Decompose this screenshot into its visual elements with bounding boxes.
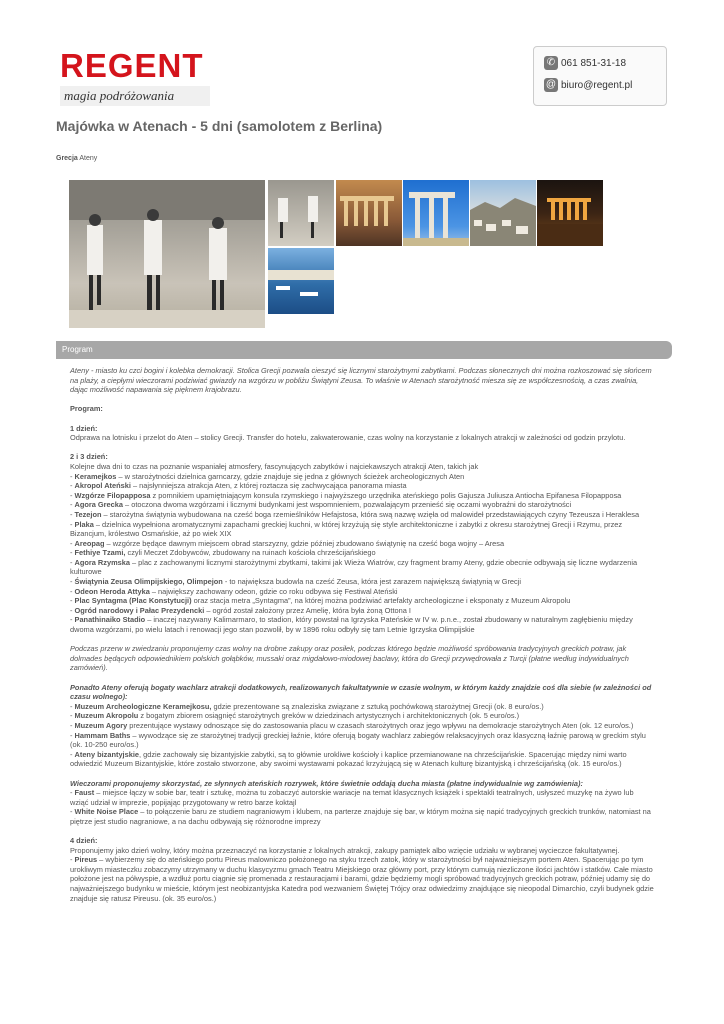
list-item-name: Hammam Baths <box>74 730 131 740</box>
list-item: - White Noise Place – to połączenie baru ze studiem nagraniowym i klubem, na parterze znajduje się bar, w którym można się napić tradycyjnych greckich trunków, natomiast na piętrze jest studio nagraniowe, a na dachu odbywają się różnorodne imprezy <box>70 807 651 826</box>
logo-brand: REGENT <box>60 47 204 84</box>
day4-heading: 4 dzień: <box>70 836 98 846</box>
regent-logo[interactable] <box>60 47 212 108</box>
list-item-name: Odeon Heroda Attyka <box>74 586 150 596</box>
list-item: - Keramejkos – w starożytności dzielnica garncarzy, gdzie znajduje się jedna z głównych ścieżek archeologicznych Aten <box>70 471 465 481</box>
list-item-desc: – otoczona dwoma wzgórzami i licznymi budynkami jest wspomnieniem, pozwalającym przenieść się oczami wyobraźni do starożytności <box>123 500 572 510</box>
thumb-acropolis-image <box>336 180 402 246</box>
list-item: - Tezejon – starożytna świątynia wybudowana na cześć boga rzemieślników Hefajstosa, która swą nazwę wzięła od malowideł przedstawiających czyny Tezeusza i Heraklesa <box>70 509 640 519</box>
thumb-night-image <box>537 180 603 246</box>
list-item: - Agora Rzymska – plac z zachowanymi licznymi starożytnymi zbytkami, takimi jak Wieża Wiatrów, czy fragment bramy Ateny, gdzie obecnie odbywają się liczne wydarzenia kulturowe <box>70 557 638 577</box>
list-item: - Świątynia Zeusa Olimpijskiego, Olimpejon - to największa budowla na cześć Zeusa, która jest zarazem największą świątynią w Grecji <box>70 577 521 587</box>
list-item-desc: – to połączenie baru ze studiem nagraniowym i klubem, na parterze znajduje się bar, w którym można się napić tradycyjnych greckich trunków, natomiast na piętrze jest studio nagraniowe, a na dachu odbywają się różnorodne imprezy <box>70 807 651 826</box>
day23-text: Kolejne dwa dni to czas na poznanie wspaniałej atmosfery, fascynujących zabytków i najciekawszych atrakcji Aten, takich jak <box>70 461 479 471</box>
list-item: - Plaka – dzielnica wypełniona aromatycznymi zapachami greckiej kuchni, w której krzyżują się style architektoniczne i zabytki z okresu starożytnej Grecji i Rzymu, przez Bizancjum, królestwo Osmańskie, aż po wiek XIX <box>70 519 623 539</box>
list-item-desc: z bogatym zbiorem osiągnięć starożytnych greków w dziedzinach artystycznych i architektonicznych (ok. 5 euro/os.) <box>138 711 520 721</box>
list-item: - Faust – miejsce łączy w sobie bar, teatr i sztukę, można tu zobaczyć autorskie wariacje na temat klasycznych książek i spektakli teatralnych, usłyszeć muzykę na żywo lub wziąć udział w imprezie, popijając przygotowany w retro barze koktajl <box>70 788 634 807</box>
list-item-desc: – w starożytności dzielnica garncarzy, gdzie znajduje się jedna z głównych ścieżek archeologicznych Aten <box>116 471 465 481</box>
thumb-harbor[interactable] <box>268 248 334 314</box>
list-item-name: Muzeum Agory <box>74 720 128 730</box>
list-item-name: Wzgórze Filopapposa <box>74 490 151 500</box>
optional-attractions-list <box>70 702 654 769</box>
thumb-acropolis-night[interactable] <box>537 180 603 246</box>
list-item-name: Ogród narodowy i Pałac Prezydencki <box>74 605 205 615</box>
list-item-desc: – dzielnica wypełniona aromatycznymi zapachami greckiej kuchni, w której krzyżują się style architektoniczne i zabytki z okresu starożytnej Grecji i Rzymu, przez Bizancjum, królestwo Osmańskie, aż po wiek XIX <box>70 519 623 539</box>
email-address: biuro@regent.pl <box>561 79 633 91</box>
thumb-temple-image <box>403 180 469 246</box>
list-item-name: Muzeum Akropolu <box>74 711 139 721</box>
thumb-temple-sky[interactable] <box>403 180 469 246</box>
list-item-desc: – plac z zachowanymi licznymi starożytnymi zbytkami, takimi jak Wieża Wiatrów, czy fragment bramy Ateny, gdzie obecnie odbywają się liczne wydarzenia kulturowe <box>70 557 638 577</box>
email-row[interactable] <box>544 77 632 93</box>
evening-heading: Wieczorami proponujemy skorzystać, ze słynnych ateńskich rozrywek, które świetnie oddają ducha miasta (płatne indywidualnie wg zamówienia): <box>70 778 583 788</box>
list-item-desc: gdzie prezentowane są znaleziska związane z sztuką pochówkową starożytnej Grecji (ok. 8 euro/os.) <box>211 701 544 711</box>
list-item: - Muzeum Archeologiczne Keramejkosu, gdzie prezentowane są znaleziska związane z sztuką pochówkową starożytnej Grecji (ok. 8 euro/os.) <box>70 701 544 711</box>
day23-heading: 2 i 3 dzień: <box>70 452 108 462</box>
thumb-city-image <box>470 180 536 246</box>
thumb-evzones-image <box>268 180 334 246</box>
program-content <box>70 366 654 903</box>
breadcrumb <box>56 155 97 162</box>
list-item-name: White Noise Place <box>74 807 139 817</box>
list-item-desc: – najsłynniejsza atrakcja Aten, z której roztacza się zachwycająca panorama miasta <box>130 481 407 491</box>
list-item-name: Areopag <box>74 538 105 548</box>
day1-heading: 1 dzień: <box>70 423 98 433</box>
list-item: - Wzgórze Filopapposa z pomnikiem upamiętniającym konsula rzymskiego i najwyższego urzędnika ateńskiego polis Gajusza Juliusza Antiocha Epifanesa Filopapposa <box>70 490 622 500</box>
optional-heading: Ponadto Ateny oferują bogaty wachlarz atrakcji dodatkowych, realizowanych fakultatywnie w czasie wolnym, w którym każdy znajdzie coś dla siebie (w zależności od czasu wolnego): <box>70 682 652 702</box>
program-heading: Program: <box>70 404 103 414</box>
list-item: - Panathinaiko Stadio – inaczej nazywany Kalimarmaro, to stadion, który powstał na Igrzyska Pateńskie w IV w. p.n.e., został zbudowany w naturalnym zagłębieniu między dwoma wzgórzami, po wielu latach i renowacji jego stan pozwolił, by w 1896 roku odbyły się tam Letnie Igrzyska Olimpijskie <box>70 615 633 635</box>
list-item-desc: – największy zachowany odeon, gdzie co roku odbywa się Festiwal Ateński <box>149 586 398 596</box>
list-item-desc: – ogród został założony przez Amelię, która była żoną Ottona I <box>204 605 411 615</box>
list-item-desc: – wywodzące się ze starożytnej tradycji greckiej łaźnie, które oferują bogaty wachlarz zabiegów relaksacyjnych oraz klasyczną łaźnię parową w greckim stylu (ok. 10-250 euro/os.) <box>70 730 646 750</box>
phone-row[interactable] <box>544 55 626 71</box>
thumb-evzones[interactable] <box>268 180 334 246</box>
list-item: - Ateny bizantyjskie, gdzie zachowały się bizantyjskie zabytki, są to głównie urokliwe kościoły i kaplice przemianowane na chrześcijańskie. Spacerując między nimi warto odwiedzić Muzeum Bizantyjskie, które zostało stworzone, aby swoimi wystawami pokazać krzyżującą się w Atenach kulturę bizantyjską i chrześcijańską (ok. 15 euro/os.) <box>70 749 627 769</box>
list-item-name: Pireus <box>74 855 98 865</box>
list-item-name: Agora Grecka <box>74 500 123 510</box>
list-item: - Odeon Heroda Attyka – największy zachowany odeon, gdzie co roku odbywa się Festiwal Ateński <box>70 586 398 596</box>
list-item-desc: – wybierzemy się do ateńskiego portu Pireus malowniczo położonego na styku trzech zatok, który w starożytności był najważniejszym portem Aten. Spacerując po tym urokliwym miasteczku zobaczymy utrzymany w duchu klasycyzmu gmach Teatru Miejskiego oraz główny port, przy którym cumują niezliczone ilości jachtów i statków. Całe miasto położone jest na półwyspie, a wzdłuż portu ciągnie się promenada z restauracjami i barami, gdzie będziemy mogli spróbować tradycyjnych greckich potraw, później udamy się do najważniejszego budynku w mieście, którym jest neobizantyjska Katedra pod wezwaniem Świętej Trójcy oraz odwiedzimy znajdujące się nieopodal Dimarchio, czyli budynek gdzie znajduje się ratusz Pireusu. (ok. 35 euro/os.) <box>70 855 654 903</box>
list-item: - Hammam Baths – wywodzące się ze starożytnej tradycji greckiej łaźnie, które oferują bogaty wachlarz zabiegów relaksacyjnych oraz klasyczną łaźnię parową w greckim stylu (ok. 10-250 euro/os.) <box>70 730 646 750</box>
list-item-name: Keramejkos <box>74 471 117 481</box>
list-item-name: Plac Syntagma (Plac Konstytucji) <box>74 596 192 606</box>
page-title: Majówka w Atenach - 5 dni (samolotem z Berlina) <box>56 118 383 134</box>
list-item-name: Panathinaiko Stadio <box>74 615 146 625</box>
list-item-desc: – wzgórze będące dawnym miejscem obrad starszyzny, gdzie później zbudowano świątynię na cześć boga wojny – Aresa <box>104 538 505 548</box>
program-section-bar[interactable]: Program <box>56 341 672 359</box>
at-icon: @ <box>545 79 557 90</box>
list-item: - Agora Grecka – otoczona dwoma wzgórzami i licznymi budynkami jest wspomnieniem, pozwalającym przenieść się oczami wyobraźni do starożytności <box>70 500 572 510</box>
list-item: - Areopag – wzgórze będące dawnym miejscem obrad starszyzny, gdzie później zbudowano świątynię na cześć boga wojny – Aresa <box>70 538 505 548</box>
list-item-desc: oraz stacja metra „Syntagma”, na której można podziwiać artefakty archeologiczne i eksponaty z Muzeum Akropolu <box>191 596 571 606</box>
list-item-name: Akropol Ateński <box>74 481 131 491</box>
evening-attractions-list <box>70 788 654 826</box>
breadcrumb-country[interactable]: Grecja <box>56 155 78 162</box>
phone-number: 061 851-31-18 <box>561 57 627 69</box>
list-item-name: Ateny bizantyjskie <box>74 749 139 759</box>
list-item-name: Muzeum Archeologiczne Keramejkosu, <box>74 701 212 711</box>
list-item: - Fethiye Tzami, czyli Meczet Zdobywców, zbudowany na ruinach kościoła chrześcijańskiego <box>70 548 376 558</box>
day1-text: Odprawa na lotnisku i przelot do Aten – stolicy Grecji. Transfer do hotelu, zakwaterowanie, czas wolny na korzystanie z lokalnych atrakcji w zależności od godzin przylotu. <box>70 433 626 443</box>
contact-box <box>533 46 667 106</box>
evzones-guards-image <box>69 180 265 328</box>
list-item: - Ogród narodowy i Pałac Prezydencki – ogród został założony przez Amelię, która była żoną Ottona I <box>70 605 411 615</box>
breadcrumb-city[interactable]: Ateny <box>79 155 98 162</box>
list-item-name: Fethiye Tzami, <box>74 548 126 558</box>
list-item-name: Plaka <box>74 519 94 529</box>
list-item-desc: , gdzie zachowały się bizantyjskie zabytki, są to głównie urokliwe kościoły i kaplice przemianowane na chrześcijańskie. Spacerując między nimi warto odwiedzić Muzeum Bizantyjskie, które zostało stworzone, aby swoimi wystawami pokazać krzyżującą się w Atenach kulturę bizantyjską i chrześcijańską (ok. 15 euro/os.) <box>70 749 627 769</box>
list-item-name: Agora Rzymska <box>74 557 130 567</box>
main-photo-evzones[interactable] <box>69 180 265 328</box>
list-item: - Muzeum Agory prezentujące wystawy odnoszące się do zastosowania placu w czasach starożytnych oraz jego wpływu na demokracje starożytnych Aten (ok. 12 euro/os.) <box>70 720 634 730</box>
list-item-desc: – inaczej nazywany Kalimarmaro, to stadion, który powstał na Igrzyska Pateńskie w IV w. p.n.e., został zbudowany w naturalnym zagłębieniu między dwoma wzgórzami, po wielu latach i renowacji jego stan pozwolił, by w 1896 roku odbyły się tam Letnie Igrzyska Olimpijskie <box>70 615 633 635</box>
list-item: - Plac Syntagma (Plac Konstytucji) oraz stacja metra „Syntagma”, na której można podziwiać artefakty archeologiczne i eksponaty z Muzeum Akropolu <box>70 596 571 606</box>
free-time-note: Podczas przerw w zwiedzaniu proponujemy czas wolny na drobne zakupy oraz posiłek, podczas którego będzie możliwość spróbowania tradycyjnych greckich potraw, jak dolmades będących odpowiednikiem polskich gołąbków, mussaki oraz migdałowo-miodowej baclavy, która do Grecji przywędrowała z Turcji (płatne według indywidualnych zamówień). <box>70 644 629 673</box>
list-item: - Muzeum Akropolu z bogatym zbiorem osiągnięć starożytnych greków w dziedzinach artystycznych i architektonicznych (ok. 5 euro/os.) <box>70 711 520 721</box>
intro-text: Ateny - miasto ku czci bogini i kolebka demokracji. Stolica Grecji pozwala cieszyć się licznymi starożytnymi zabytkami. Podczas słonecznych dni można rozkoszować się słońcem na plaży, a ciepłymi wieczorami podziwiać gwiazdy na wzgórzu w pobliżu Świątyni Zeusa. To właśnie w Atenach starożytność miesza się ze współczesnością, a czas zwalnia, dając możliwość napawania się pięknem krajobrazu. <box>70 366 652 395</box>
day23-attractions-list <box>70 472 654 635</box>
list-item-desc: z pomnikiem upamiętniającym konsula rzymskiego i najwyższego urzędnika ateńskiego polis Gajusza Juliusza Antiocha Epifanesa Filopapposa <box>150 490 622 500</box>
list-item: - Akropol Ateński – najsłynniejsza atrakcja Aten, z której roztacza się zachwycająca panorama miasta <box>70 481 407 491</box>
list-item: - Pireus – wybierzemy się do ateńskiego portu Pireus malowniczo położonego na styku trzech zatok, który w starożytności był najważniejszym portem Aten. Spacerując po tym urokliwym miasteczku zobaczymy utrzymany w duchu klasycyzmu gmach Teatru Miejskiego oraz główny port, przy którym cumują niezliczone ilości jachtów i statków. Całe miasto położone jest na półwyspie, a wzdłuż portu ciągnie się promenada z restauracjami i barami, gdzie będziemy mogli spróbować tradycyjnych greckich potraw, później udamy się do najważniejszego budynku w mieście, którym jest neobizantyjska Katedra pod wezwaniem Świętej Trójcy oraz odwiedzimy znajdujące się nieopodal Dimarchio, czyli budynek gdzie znajduje się ratusz Pireusu. (ok. 35 euro/os.) <box>70 855 654 903</box>
phone-icon: ✆ <box>544 56 558 70</box>
day4-attractions-list <box>70 855 654 903</box>
list-item-name: Świątynia Zeusa Olimpijskiego, Olimpejon <box>74 577 223 587</box>
list-item-desc: prezentujące wystawy odnoszące się do zastosowania placu w czasach starożytnych oraz jego wpływu na demokracje starożytnych Aten (ok. 12 euro/os.) <box>127 720 634 730</box>
list-item-desc: – starożytna świątynia wybudowana na cześć boga rzemieślników Hefajstosa, która swą nazwę wzięła od malowideł przedstawiających czyny Tezeusza i Heraklesa <box>101 509 640 519</box>
thumb-harbor-image <box>268 248 334 314</box>
list-item-desc: – miejsce łączy w sobie bar, teatr i sztukę, można tu zobaczyć autorskie wariacje na temat klasycznych książek i spektakli teatralnych, usłyszeć muzykę na żywo lub wziąć udział w imprezie, popijając przygotowany w retro barze koktajl <box>70 788 634 807</box>
list-item-name: Tezejon <box>74 509 102 519</box>
thumb-city-panorama[interactable] <box>470 180 536 246</box>
list-item-name: Faust <box>74 788 95 798</box>
thumb-acropolis-sunset[interactable] <box>336 180 402 246</box>
logo-tagline: magia podróżowania <box>60 86 210 106</box>
list-item-desc: czyli Meczet Zdobywców, zbudowany na ruinach kościoła chrześcijańskiego <box>125 548 376 558</box>
list-item-desc: - to największa budowla na cześć Zeusa, która jest zarazem największą świątynią w Grecji <box>222 577 521 587</box>
day4-text: Proponujemy jako dzień wolny, który można przeznaczyć na korzystanie z lokalnych atrakcji, zakupy pamiątek albo wzięcie udziału w wybranej wycieczce fakultatywnej. <box>70 845 620 855</box>
